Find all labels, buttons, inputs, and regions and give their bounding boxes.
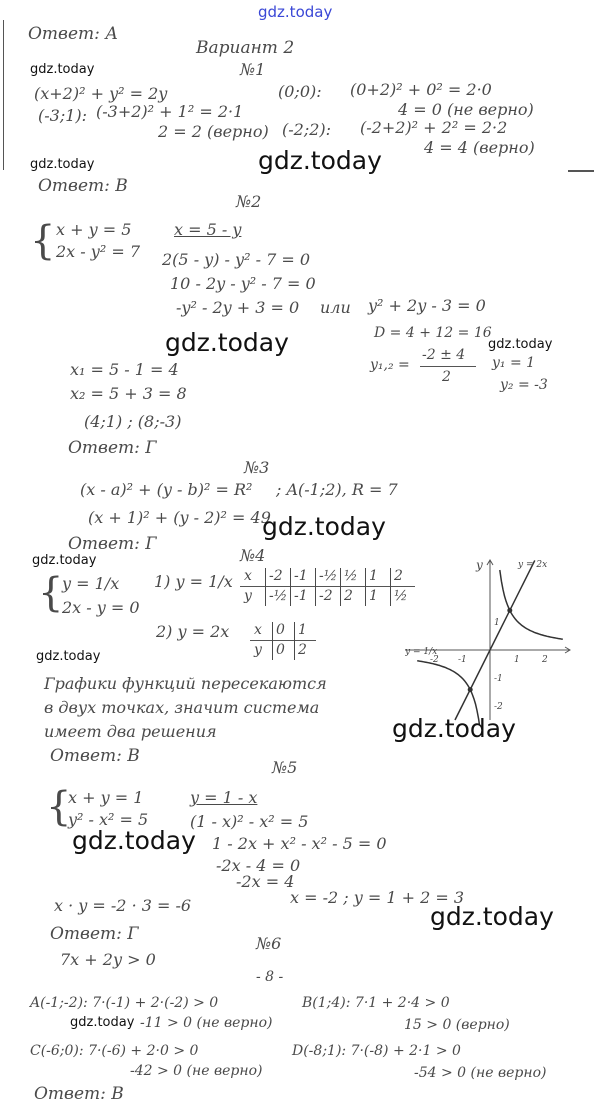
task2-system-line1: x + y = 5 bbox=[56, 220, 132, 239]
watermark: gdz.today bbox=[430, 902, 554, 931]
task2-or: или bbox=[320, 298, 351, 317]
task3-answer: Ответ: Г bbox=[68, 534, 157, 554]
table-cell: 0 bbox=[276, 642, 285, 658]
line-y-2x bbox=[455, 560, 535, 720]
task6-point-a-result: -11 > 0 (не верно) bbox=[140, 1015, 273, 1031]
task6-point-d-result: -54 > 0 (не верно) bbox=[414, 1065, 547, 1081]
task2-roots-label: y₁,₂ = bbox=[370, 357, 410, 373]
table-divider bbox=[390, 568, 391, 606]
task6-point-d: D(-8;1): 7·(-8) + 2·1 > 0 bbox=[292, 1043, 461, 1059]
watermark: gdz.today bbox=[36, 649, 101, 664]
task5-product: x · y = -2 · 3 = -6 bbox=[54, 896, 192, 915]
table-cell: 1 bbox=[298, 622, 307, 638]
task5-number: №5 bbox=[272, 758, 298, 777]
task2-roots-denominator: 2 bbox=[442, 369, 451, 385]
task1-check1-expr: (-3+2)² + 1² = 2·1 bbox=[96, 102, 244, 121]
task5-line4: -2x = 4 bbox=[236, 872, 295, 891]
hyperbola-label: y = 1/x bbox=[405, 647, 438, 658]
task6-number: №6 bbox=[256, 934, 282, 953]
table-cell: -1 bbox=[294, 568, 308, 584]
task1-number: №1 bbox=[240, 60, 266, 79]
table-cell: 1 bbox=[369, 568, 378, 584]
task2-substitution: x = 5 - y bbox=[174, 220, 242, 239]
task2-root2: y₂ = -3 bbox=[500, 377, 548, 393]
watermark: gdz.today bbox=[392, 714, 516, 743]
table-cell: 2 bbox=[394, 568, 403, 584]
task1-check2-label: (0;0): bbox=[278, 82, 322, 101]
table-cell: 0 bbox=[276, 622, 285, 638]
top-watermark: gdz.today bbox=[258, 3, 333, 21]
task2-number: №2 bbox=[236, 192, 262, 211]
task2-line3b: y² + 2y - 3 = 0 bbox=[368, 296, 486, 315]
task6-point-c-result: -42 > 0 (не верно) bbox=[130, 1063, 263, 1079]
edge-dash bbox=[568, 170, 594, 172]
task1-check2-expr: (0+2)² + 0² = 2·0 bbox=[350, 80, 492, 99]
task1-check3-result: 4 = 4 (верно) bbox=[424, 138, 535, 157]
x-tick-label: 1 bbox=[514, 655, 520, 665]
table-divider bbox=[294, 622, 295, 660]
table-divider bbox=[365, 568, 366, 606]
task6-point-b-result: 15 > 0 (верно) bbox=[404, 1017, 510, 1033]
table-divider bbox=[265, 568, 266, 606]
table-divider bbox=[272, 622, 273, 660]
watermark: gdz.today bbox=[70, 1015, 135, 1030]
task4-function2: 2) y = 2x bbox=[156, 622, 230, 641]
table-cell: 1 bbox=[369, 588, 378, 604]
table-cell: 2 bbox=[298, 642, 307, 658]
task2-line2: 10 - 2y - y² - 7 = 0 bbox=[170, 274, 316, 293]
watermark: gdz.today bbox=[262, 512, 386, 541]
watermark: gdz.today bbox=[258, 146, 382, 175]
task2-answer: Ответ: Г bbox=[68, 438, 157, 458]
margin-line bbox=[3, 20, 4, 170]
watermark: gdz.today bbox=[165, 328, 289, 357]
table-divider bbox=[240, 586, 415, 587]
table-cell: y bbox=[254, 642, 262, 658]
task2-pairs: (4;1) ; (8;-3) bbox=[84, 412, 182, 431]
task1-answer: Ответ: В bbox=[38, 176, 128, 196]
task5-answer: Ответ: Г bbox=[50, 924, 139, 944]
line-label: y = 2x bbox=[518, 560, 548, 570]
task4-conclusion1: Графики функций пересекаются bbox=[44, 674, 327, 693]
intersection-point bbox=[468, 687, 473, 692]
task4-function1: 1) y = 1/x bbox=[154, 572, 233, 591]
task6-point-a: A(-1;-2): 7·(-1) + 2·(-2) > 0 bbox=[30, 995, 219, 1011]
x-tick-label: -2 bbox=[430, 655, 439, 665]
table-cell: ½ bbox=[394, 588, 408, 604]
task2-line1: 2(5 - y) - y² - 7 = 0 bbox=[162, 250, 311, 269]
task2-x2: x₂ = 5 + 3 = 8 bbox=[70, 384, 187, 403]
x-tick-label: 2 bbox=[542, 655, 548, 665]
intersection-point bbox=[507, 608, 512, 613]
task5-line5: x = -2 ; y = 1 + 2 = 3 bbox=[290, 888, 465, 907]
table-cell: -2 bbox=[319, 588, 333, 604]
table-cell: 2 bbox=[344, 588, 353, 604]
task4-conclusion3: имеет два решения bbox=[44, 722, 217, 741]
x-tick-label: -1 bbox=[458, 655, 467, 665]
task6-answer: Ответ: В bbox=[34, 1084, 124, 1104]
table-cell: x bbox=[254, 622, 262, 638]
task6-point-c: C(-6;0): 7·(-6) + 2·0 > 0 bbox=[30, 1043, 199, 1059]
table-divider bbox=[250, 640, 316, 641]
task3-result: (x + 1)² + (y - 2)² = 49 bbox=[88, 508, 271, 527]
task3-general-equation: (x - a)² + (y - b)² = R² bbox=[80, 480, 253, 499]
task1-check1-label: (-3;1): bbox=[38, 106, 88, 125]
task5-system-line2: y² - x² = 5 bbox=[68, 810, 149, 829]
task4-graph bbox=[405, 555, 575, 725]
task1-check2-result: 4 = 0 (не верно) bbox=[398, 100, 534, 119]
y-axis-label: y bbox=[476, 558, 483, 572]
variant-title: Вариант 2 bbox=[196, 38, 295, 58]
task2-x1: x₁ = 5 - 1 = 4 bbox=[70, 360, 179, 379]
system-brace: { bbox=[30, 218, 56, 264]
watermark: gdz.today bbox=[32, 553, 97, 568]
task2-system-line2: 2x - y² = 7 bbox=[56, 242, 140, 261]
table-divider bbox=[340, 568, 341, 606]
task3-number: №3 bbox=[244, 458, 270, 477]
table-divider bbox=[290, 568, 291, 606]
y-tick-label: -2 bbox=[494, 702, 503, 712]
table-cell: -2 bbox=[269, 568, 283, 584]
task4-conclusion2: в двух точках, значит система bbox=[44, 698, 320, 717]
task2-line3: -y² - 2y + 3 = 0 bbox=[176, 298, 300, 317]
fraction-bar bbox=[420, 366, 476, 367]
task4-system-line1: y = 1/x bbox=[62, 574, 120, 593]
task2-discriminant: D = 4 + 12 = 16 bbox=[374, 325, 492, 341]
table-cell: -½ bbox=[269, 588, 288, 604]
task4-system-line2: 2x - y = 0 bbox=[62, 598, 140, 617]
hyperbola-branch-positive bbox=[500, 570, 563, 639]
task1-check1-result: 2 = 2 (верно) bbox=[158, 122, 269, 141]
task1-check3-label: (-2;2): bbox=[282, 120, 332, 139]
task6-inequality: 7x + 2y > 0 bbox=[60, 950, 156, 969]
task4-number: №4 bbox=[240, 546, 266, 565]
table-divider bbox=[315, 568, 316, 606]
watermark: gdz.today bbox=[30, 157, 95, 172]
watermark: gdz.today bbox=[72, 826, 196, 855]
y-tick-label: 1 bbox=[494, 618, 500, 628]
page-number: - 8 - bbox=[256, 969, 284, 985]
task5-line3: -2x - 4 = 0 bbox=[216, 856, 301, 875]
watermark: gdz.today bbox=[30, 62, 95, 77]
task5-line2: 1 - 2x + x² - x² - 5 = 0 bbox=[212, 834, 387, 853]
task3-given: ; A(-1;2), R = 7 bbox=[276, 480, 398, 499]
table-cell: -½ bbox=[319, 568, 338, 584]
task1-equation: (x+2)² + y² = 2y bbox=[34, 84, 168, 103]
task1-check3-expr: (-2+2)² + 2² = 2·2 bbox=[360, 118, 508, 137]
watermark: gdz.today bbox=[488, 337, 553, 352]
task5-line1: (1 - x)² - x² = 5 bbox=[190, 812, 309, 831]
system-brace: { bbox=[38, 570, 64, 616]
task5-substitution: y = 1 - x bbox=[190, 788, 258, 807]
task5-system-line1: x + y = 1 bbox=[68, 788, 144, 807]
y-tick-label: -1 bbox=[494, 674, 503, 684]
task6-point-b: B(1;4): 7·1 + 2·4 > 0 bbox=[302, 995, 450, 1011]
table-cell: x bbox=[244, 568, 252, 584]
table-cell: ½ bbox=[344, 568, 358, 584]
task2-root1: y₁ = 1 bbox=[492, 355, 536, 371]
system-brace: { bbox=[46, 784, 72, 830]
task2-roots-numerator: -2 ± 4 bbox=[422, 347, 466, 363]
previous-answer: Ответ: А bbox=[28, 24, 119, 44]
table-cell: y bbox=[244, 588, 252, 604]
table-cell: -1 bbox=[294, 588, 308, 604]
task4-answer: Ответ: В bbox=[50, 746, 140, 766]
